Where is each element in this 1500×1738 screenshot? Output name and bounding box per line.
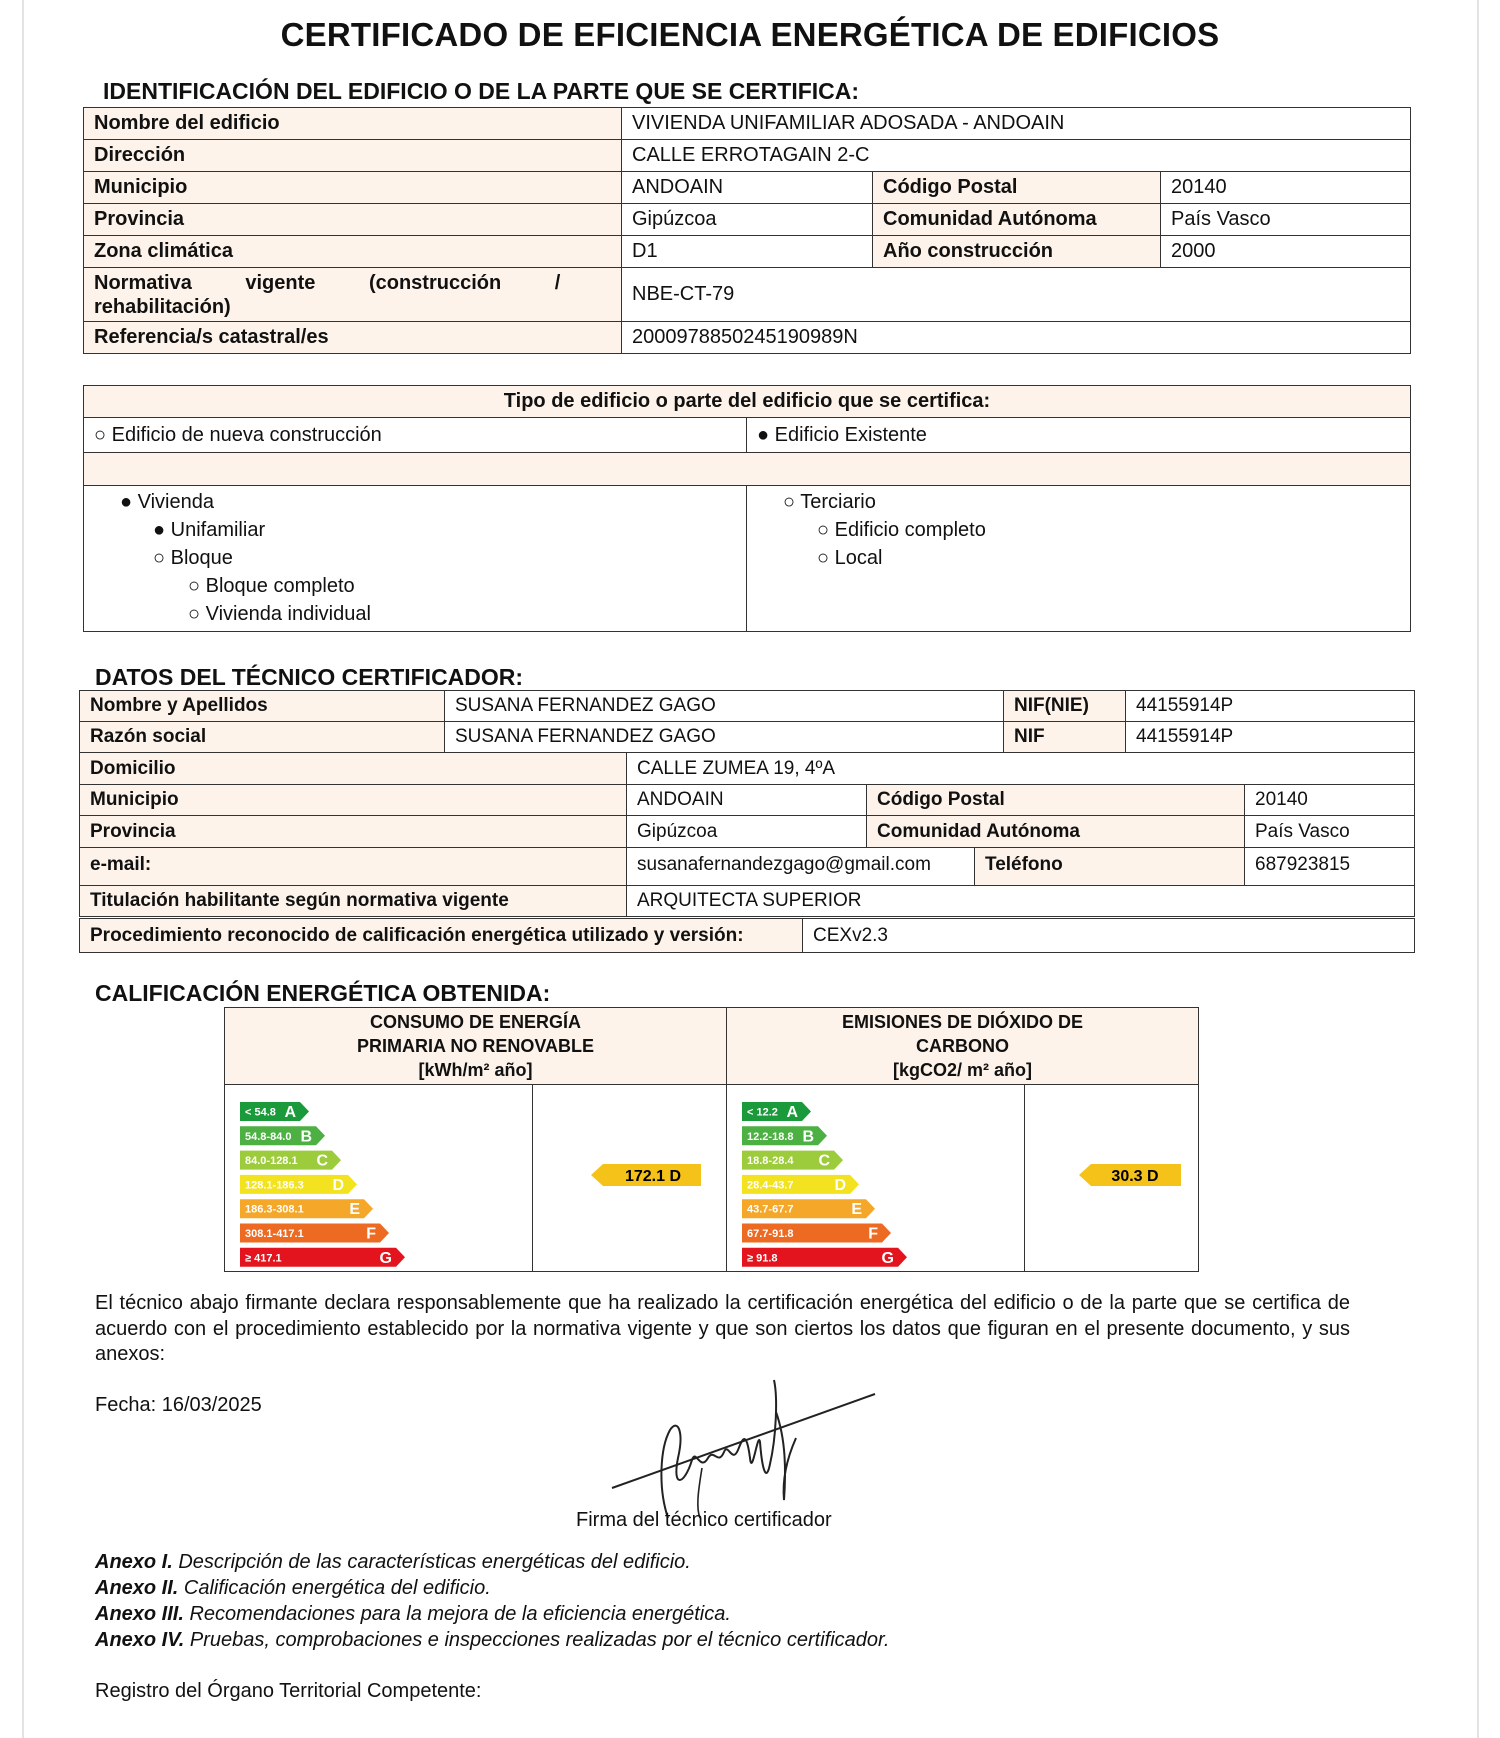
co2-result-cell: [1025, 1085, 1199, 1272]
co2-letter-b: B: [802, 1128, 815, 1146]
co2-header-line1: EMISIONES DE DIÓXIDO DE: [842, 1012, 1084, 1032]
option-vivienda: ● Vivienda: [120, 491, 214, 513]
registro: Registro del Órgano Territorial Competente:: [95, 1680, 482, 1702]
energy-range-g: ≥ 417.1: [245, 1252, 282, 1265]
tec-email-value: susanafernandezgago@gmail.com: [627, 848, 975, 886]
energy-result-label: 172.1 D: [624, 1168, 682, 1185]
nombre-value: VIVIENDA UNIFAMILIAR ADOSADA - ANDOAIN: [622, 108, 1411, 140]
option-edificio-existente: ● Edificio Existente: [747, 418, 1411, 453]
energy-header: [225, 1008, 727, 1085]
annex-1-text: Descripción de las características energéticas del edificio.: [172, 1551, 691, 1573]
tec-nie-label: NIF(NIE): [1004, 691, 1126, 722]
zona-label: Zona climática: [84, 236, 622, 268]
normativa-label-line1: Normativa vigente (construcción /: [94, 271, 561, 294]
co2-letter-d: D: [834, 1176, 847, 1194]
option-vivienda-individual: ○ Vivienda individual: [188, 603, 371, 625]
tec-email-label: e-mail:: [80, 848, 627, 886]
declaration-text: El técnico abajo firmante declara responsablemente que ha realizado la certificación energética del edificio o de la parte que se certifica de acuerdo con el procedimiento establecido por la normativa vigente y que son ciertos los datos que figuran en el presente documento, y sus anexos:: [95, 1292, 1350, 1365]
ref-catastral-label: Referencia/s catastral/es: [84, 322, 622, 354]
energy-range-d: 128.1-186.3: [245, 1179, 304, 1192]
energy-result-cell: [533, 1085, 727, 1272]
option-nueva-construccion: ○ Edificio de nueva construcción: [84, 418, 747, 453]
tec-nombre-label: Nombre y Apellidos: [80, 691, 445, 722]
tec-titulacion-label: Titulación habilitante según normativa vigente: [80, 886, 627, 917]
co2-letter-g: G: [881, 1249, 895, 1267]
co2-header: [727, 1008, 1199, 1085]
annex-4-text: Pruebas, comprobaciones e inspecciones realizadas por el técnico certificador.: [184, 1629, 890, 1651]
energy-range-f: 308.1-417.1: [245, 1228, 304, 1240]
document-title: CERTIFICADO DE EFICIENCIA ENERGÉTICA DE EDIFICIOS: [280, 16, 1220, 53]
co2-range-e: 43.7-67.7: [747, 1203, 794, 1216]
energy-letter-f: F: [366, 1225, 376, 1243]
option-local: ○ Local: [817, 547, 883, 569]
option-terciario: ○ Terciario: [783, 491, 876, 513]
municipio-label: Municipio: [84, 172, 622, 204]
co2-range-f: 67.7-91.8: [747, 1228, 794, 1240]
tec-municipio-label: Municipio: [80, 785, 627, 816]
energy-header-line1: CONSUMO DE ENERGÍA: [369, 1012, 582, 1032]
tec-nombre-value: SUSANA FERNANDEZ GAGO: [445, 691, 1004, 722]
tec-procedimiento-label: Procedimiento reconocido de calificación energética utilizado y versión:: [80, 919, 803, 953]
option-bloque: ○ Bloque: [153, 547, 233, 569]
cp-label: Código Postal: [873, 172, 1161, 204]
identification-table: [83, 107, 1411, 354]
tec-ca-value: País Vasco: [1245, 816, 1415, 848]
option-unifamiliar: ● Unifamiliar: [153, 519, 266, 541]
anio-value: 2000: [1161, 236, 1411, 268]
co2-letter-f: F: [868, 1225, 879, 1243]
annex-1: [95, 1549, 691, 1576]
option-edificio-completo: ○ Edificio completo: [817, 519, 986, 541]
annex-1-num: Anexo I.: [95, 1551, 173, 1573]
co2-range-a: < 12.2: [747, 1106, 778, 1119]
normativa-value: NBE-CT-79: [622, 268, 1411, 322]
co2-result-arrow: [1025, 1085, 1197, 1265]
tec-provincia-label: Provincia: [80, 816, 627, 848]
tec-nif-label: NIF: [1004, 722, 1126, 753]
technician-heading: DATOS DEL TÉCNICO CERTIFICADOR:: [95, 664, 524, 690]
annex-4-num: Anexo IV.: [95, 1629, 185, 1651]
technician-table-a: [79, 690, 1415, 753]
provincia-value: Gipúzcoa: [622, 204, 873, 236]
technician-table-c: [79, 918, 1415, 953]
energy-range-c: 84.0-128.1: [245, 1155, 298, 1168]
ca-value: País Vasco: [1161, 204, 1411, 236]
separator-row: [84, 453, 1411, 486]
annex-3-num: Anexo III.: [95, 1603, 184, 1625]
co2-letter-c: C: [818, 1152, 831, 1170]
energy-letter-g: G: [379, 1249, 392, 1267]
energy-range-e: 186.3-308.1: [245, 1203, 304, 1216]
energy-scale: [225, 1088, 531, 1268]
co2-range-d: 28.4-43.7: [747, 1179, 794, 1192]
energy-letter-d: D: [332, 1176, 344, 1194]
co2-scale: [727, 1088, 1023, 1268]
co2-letter-e: E: [851, 1201, 863, 1219]
municipio-value: ANDOAIN: [622, 172, 873, 204]
ref-catastral-value: 2000978850245190989N: [622, 322, 1411, 354]
tec-municipio-value: ANDOAIN: [627, 785, 867, 816]
energy-letter-c: C: [316, 1152, 328, 1170]
co2-header-unit: [kgCO2/ m² año]: [893, 1060, 1033, 1080]
annex-2-text: Calificación energética del edificio.: [178, 1577, 491, 1599]
tec-razon-value: SUSANA FERNANDEZ GAGO: [445, 722, 1004, 753]
co2-range-b: 12.2-18.8: [747, 1130, 794, 1143]
technician-table-b: [79, 752, 1415, 917]
fecha: Fecha: 16/03/2025: [95, 1394, 262, 1416]
tec-nie-value: 44155914P: [1126, 691, 1415, 722]
tec-domicilio-label: Domicilio: [80, 753, 627, 785]
direccion-label: Dirección: [84, 140, 622, 172]
energy-scale-cell: [225, 1085, 533, 1272]
energy-letter-e: E: [349, 1201, 360, 1219]
co2-scale-cell: [727, 1085, 1025, 1272]
building-type-heading: Tipo de edificio o parte del edificio que se certifica:: [84, 386, 1411, 418]
zona-value: D1: [622, 236, 873, 268]
anio-label: Año construcción: [873, 236, 1161, 268]
direccion-value: CALLE ERROTAGAIN 2-C: [622, 140, 1411, 172]
energy-header-unit: [kWh/m² año]: [418, 1060, 533, 1080]
co2-result-label: 30.3 D: [1111, 1168, 1159, 1185]
nombre-label: Nombre del edificio: [84, 108, 622, 140]
tec-titulacion-value: ARQUITECTA SUPERIOR: [627, 886, 1415, 917]
page-edge: [1477, 0, 1479, 1738]
ca-label: Comunidad Autónoma: [873, 204, 1161, 236]
provincia-label: Provincia: [84, 204, 622, 236]
tec-telefono-label: Teléfono: [975, 848, 1245, 886]
tec-telefono-value: 687923815: [1245, 848, 1415, 886]
normativa-label-line2: rehabilitación): [94, 295, 231, 318]
energy-result-arrow: [533, 1085, 725, 1265]
tec-domicilio-value: CALLE ZUMEA 19, 4ºA: [627, 753, 1415, 785]
page-edge: [22, 0, 24, 1738]
energy-header-line2: PRIMARIA NO RENOVABLE: [357, 1036, 595, 1056]
co2-letter-a: A: [786, 1104, 799, 1121]
annex-3: [95, 1601, 731, 1628]
annex-2: [95, 1575, 491, 1602]
option-bloque-completo: ○ Bloque completo: [188, 575, 355, 597]
tec-provincia-value: Gipúzcoa: [627, 816, 867, 848]
annex-4: [95, 1627, 889, 1654]
cp-value: 20140: [1161, 172, 1411, 204]
rating-heading: CALIFICACIÓN ENERGÉTICA OBTENIDA:: [95, 980, 551, 1006]
energy-range-a: < 54.8: [245, 1106, 276, 1119]
co2-range-c: 18.8-28.4: [747, 1155, 794, 1168]
tec-razon-label: Razón social: [80, 722, 445, 753]
tec-cp-value: 20140: [1245, 785, 1415, 816]
tec-ca-label: Comunidad Autónoma: [867, 816, 1245, 848]
tec-cp-label: Código Postal: [867, 785, 1245, 816]
annex-2-num: Anexo II.: [95, 1577, 179, 1599]
co2-range-g: ≥ 91.8: [747, 1252, 778, 1265]
co2-header-line2: CARBONO: [916, 1036, 1010, 1056]
energy-letter-b: B: [300, 1128, 312, 1146]
rating-table: [224, 1007, 1199, 1272]
energy-range-b: 54.8-84.0: [245, 1130, 292, 1143]
energy-letter-a: A: [284, 1104, 296, 1121]
tec-procedimiento-value: CEXv2.3: [803, 919, 1415, 953]
identification-heading: IDENTIFICACIÓN DEL EDIFICIO O DE LA PARTE QUE SE CERTIFICA:: [103, 78, 860, 104]
tec-nif-value: 44155914P: [1126, 722, 1415, 753]
firma-label: Firma del técnico certificador: [576, 1509, 832, 1531]
annex-3-text: Recomendaciones para la mejora de la eficiencia energética.: [183, 1603, 731, 1625]
normativa-label: [84, 268, 622, 322]
